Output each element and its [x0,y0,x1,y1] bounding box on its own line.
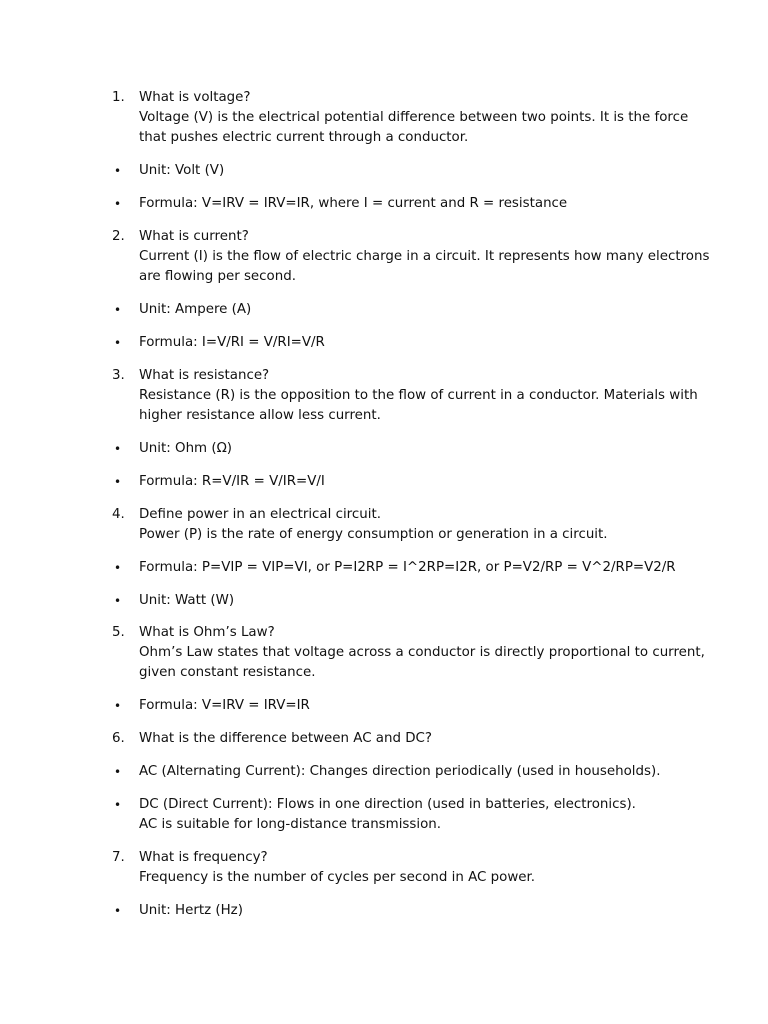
answer-line: Power (P) is the rate of energy consumption or generation in a circuit. [139,527,608,542]
question-line: What is frequency? [139,850,268,865]
item-text [139,591,684,611]
bullet-marker: • [114,594,122,608]
bullet-marker: • [114,765,122,779]
bullet-marker: • [114,904,122,918]
bullet-marker: • [114,561,122,575]
bullet-line: AC (Alternating Current): Changes direction periodically (used in households). [139,764,661,779]
item-number: 1. [112,90,125,105]
question-line: Define power in an electrical circuit. [139,507,381,522]
bullet-marker: • [114,442,122,456]
answer-line: that pushes electric current through a conductor. [139,130,469,145]
item-number: 6. [112,731,125,746]
question-line: What is resistance? [139,368,270,383]
bullet-line: Unit: Ohm (Ω) [139,441,233,456]
item-number: 4. [112,507,125,522]
bullet-line: Unit: Watt (W) [139,593,235,608]
bullet-marker: • [114,197,122,211]
bullet-marker: • [114,699,122,713]
item-number: 3. [112,368,125,383]
item-text [139,729,684,749]
item-text [139,696,684,716]
bullet-marker: • [114,798,122,812]
item-text [139,558,684,578]
item-number: 2. [112,229,125,244]
bullet-marker: • [114,336,122,350]
bullet-marker: • [114,164,122,178]
answer-line: given constant resistance. [139,665,316,680]
question-line: What is the difference between AC and DC? [139,731,433,746]
question-line: What is current? [139,229,249,244]
question-line: What is voltage? [139,90,251,105]
answer-line: Voltage (V) is the electrical potential difference between two points. It is the force [139,110,689,125]
bullet-marker: • [114,475,122,489]
bullet-line: Unit: Ampere (A) [139,302,252,317]
bullet-line: Unit: Hertz (Hz) [139,903,243,918]
question-line: What is Ohm’s Law? [139,625,275,640]
item-text [139,623,705,683]
item-text [139,161,684,181]
item-text [139,88,689,148]
item-text [139,300,684,320]
item-text [139,439,684,459]
item-text [139,472,684,492]
answer-line: higher resistance allow less current. [139,408,381,423]
answer-line: are flowing per second. [139,269,296,284]
item-text [139,366,698,426]
bullet-line: Unit: Volt (V) [139,163,225,178]
answer-line: Ohm’s Law states that voltage across a conductor is directly proportional to current, [139,645,705,660]
item-text [139,901,684,921]
bullet-line: Formula: V=IRV = IRV=IR, where I = current and R = resistance [139,196,568,211]
bullet-line: Formula: P=VIP = VIP=VI, or P=I2RP = I^2RP=I2R, or P=V2/RP = V^2/RP=V2/R [139,560,676,575]
bullet-line: Formula: R=V/IR = V/IR=V/I [139,474,325,489]
item-number: 7. [112,850,125,865]
item-number: 5. [112,625,125,640]
item-text [139,333,684,353]
answer-line: Frequency is the number of cycles per second in AC power. [139,870,536,885]
bullet-line: Formula: I=V/RI = V/RI=V/R [139,335,325,350]
item-text [139,795,684,835]
bullet-line: AC is suitable for long-distance transmission. [139,817,442,832]
bullet-marker: • [114,303,122,317]
bullet-line: Formula: V=IRV = IRV=IR [139,698,310,713]
answer-line: Resistance (R) is the opposition to the flow of current in a conductor. Materials with [139,388,698,403]
item-text [139,848,684,888]
bullet-line: DC (Direct Current): Flows in one direction (used in batteries, electronics). [139,797,636,812]
item-text [139,227,710,287]
item-text [139,762,684,782]
item-text [139,505,684,545]
answer-line: Current (I) is the flow of electric charge in a circuit. It represents how many electrons [139,249,710,264]
item-text [139,194,684,214]
